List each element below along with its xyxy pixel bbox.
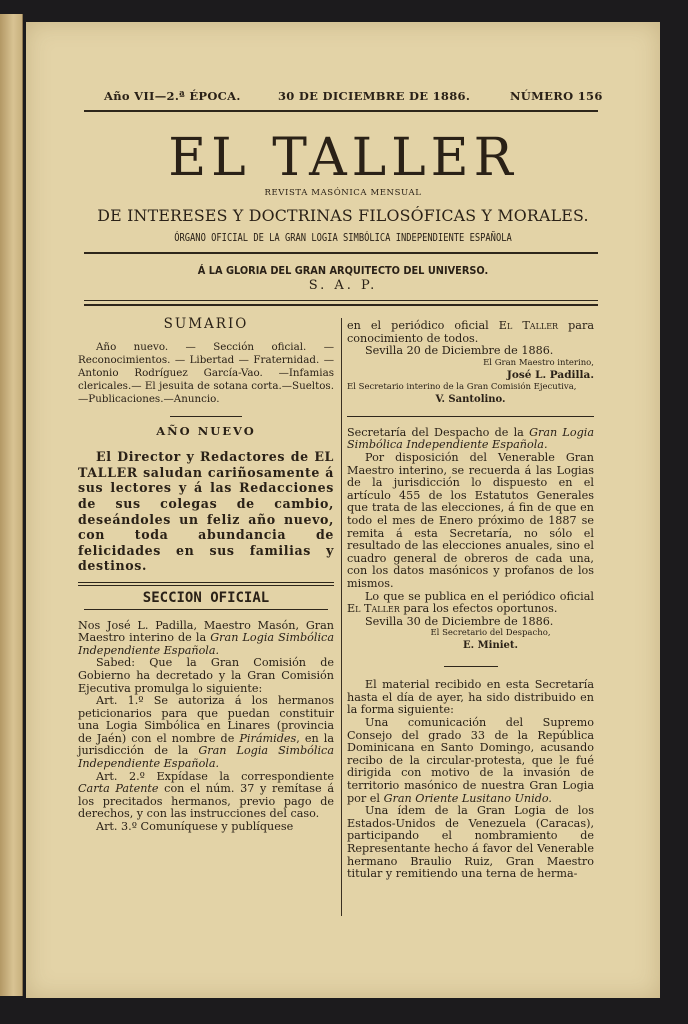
- masthead-rule: [84, 252, 598, 254]
- masthead-tagline: DE INTERESES Y DOCTRINAS FILOSÓFICAS Y MORALES.: [97, 206, 589, 225]
- material-paragraph: El material recibido en esta Secretaría hasta el día de ayer, ha sido distribuido en la forma siguiente:: [347, 678, 594, 717]
- new-year-greeting: El Director y Redactores de EL TALLER saludan cariñosamente á sus lectores y á las Redacciones de sus colegas de cambio, deseándoles un feliz año nuevo, con toda abundancia de felicidades en sus familias y destinos.: [78, 449, 334, 574]
- section-rule-top: [78, 582, 334, 583]
- dedication: Á LA GLORIA DEL GRAN ARQUITECTO DEL UNIVERSO.: [197, 266, 489, 277]
- sap: S. A. P.: [308, 278, 378, 293]
- right-column: [347, 320, 594, 881]
- decree-article-1: Art. 1.º Se autoriza á los hermanos peticionarios para que puedan constituir una Logia Simbólica en Linares (provincia de Jaén) con el nombre de Pirámides, en la jurisdicción de la Gran Logia Simbólica Independiente Española.: [78, 694, 334, 771]
- comunicacion-paragraph: Una comunicación del Supremo Consejo del grado 33 de la República Dominicana en Santo Domingo, acusando recibo de la circular-protesta, que le fué dirigida con motivo de la invasión de territorio masónico de nuestra Gran Logia por el Gran Oriente Lusitano Unido.: [347, 716, 594, 805]
- seccion-underline: [84, 609, 328, 610]
- decree-sabed: Sabed: Que la Gran Comisión de Gobierno ha decretado y la Gran Comisión Ejecutiva promulga lo siguiente:: [78, 656, 334, 695]
- masthead-organ: ÓRGANO OFICIAL DE LA GRAN LOGIA SIMBÓLICA INDEPENDIENTE ESPAÑOLA: [174, 233, 512, 244]
- signature-3-name: E. Miniet.: [463, 640, 518, 652]
- issue-date: 30 DE DICIEMBRE DE 1886.: [278, 89, 471, 103]
- left-column: [78, 318, 334, 834]
- signature-2-title: El Secretario interino de la Gran Comisión Ejecutiva,: [347, 381, 577, 392]
- place-date-2: Sevilla 30 de Diciembre de 1886.: [365, 614, 554, 628]
- seccion-oficial-heading: SECCION OFICIAL: [142, 589, 270, 606]
- short-rule: [444, 666, 498, 667]
- disposicion-paragraph: Por disposición del Venerable Gran Maestro interino, se recuerda á las Logias de la jurisdicción lo dispuesto en el artículo 455 de los Estatutos Generales que trata de las elecciones, á fin de que en todo el mes de Enero próximo de 1887 se remita á esta Secretaría, no sólo el resultado de las elecciones anuales, sino el cuadro general de obreros de cada una, con los datos masónicos y profanos de los mismos.: [347, 450, 594, 590]
- sumario-rule: [170, 416, 242, 417]
- place-date-1: Sevilla 20 de Diciembre de 1886.: [365, 344, 554, 358]
- idem-paragraph: Una ídem de la Gran Logia de los Estados-Unidos de Venezuela (Caracas), participando el nombramiento de Representante hecho á favor del Venerable hermano Braulio Ruiz, Gran Maestro titular y remitiendo una terna de herma-: [347, 804, 594, 881]
- year-epoch: Año VII—2.ª ÉPOCA.: [104, 89, 241, 103]
- header-rule: [84, 110, 598, 112]
- signature-2-name: V. Santolino.: [435, 393, 506, 405]
- signature-1-title: El Gran Maestro interino,: [483, 357, 594, 368]
- sumario-text: Año nuevo. — Sección oficial. — Reconocimientos. — Libertad — Fraternidad. — Antonio Rodríguez García-Vao. —Infamias clericales.— El jesuita de sotana corta.—Sueltos.—Publicaciones.—Anuncio.: [78, 340, 334, 405]
- ano-nuevo-heading: AÑO NUEVO: [156, 423, 256, 438]
- masthead-title: EL TALLER: [168, 128, 518, 188]
- adjacent-page-edge: [0, 14, 23, 996]
- signature-1-name: José L. Padilla.: [506, 368, 594, 381]
- decree-preamble: Nos José L. Padilla, Maestro Masón, Gran Maestro interino de la Gran Logia Simbólica Independiente Española.: [78, 618, 334, 657]
- decree-article-3: Art. 3.º Comuníquese y publíquese: [96, 820, 294, 834]
- publica-paragraph: Lo que se publica en el periódico oficial El Taller para los efectos oportunos.: [347, 589, 594, 616]
- double-rule-top: [84, 300, 598, 301]
- decree-article-2: Art. 2.º Expídase la correspondiente Carta Patente con el núm. 37 y remítase á los precitados hermanos, previo pago de derechos, y con las instrucciones del caso.: [78, 769, 334, 821]
- newspaper-page: [26, 22, 660, 998]
- masthead-subtitle: REVISTA MASÓNICA MENSUAL: [264, 188, 422, 198]
- secretaria-heading: Secretaría del Despacho de la Gran Logia Simbólica Independiente Española.: [347, 425, 594, 452]
- decree-continuation: en el periódico oficial El Taller para conocimiento de todos.: [347, 319, 594, 345]
- issue-number: NÚMERO 156: [510, 89, 603, 103]
- section-rule-bottom: [78, 585, 334, 586]
- sumario-heading: SUMARIO: [163, 316, 249, 332]
- right-section-rule: [347, 416, 594, 417]
- double-rule-bottom: [84, 304, 598, 306]
- signature-3-title: El Secretario del Despacho,: [430, 628, 551, 639]
- column-divider: [341, 318, 342, 916]
